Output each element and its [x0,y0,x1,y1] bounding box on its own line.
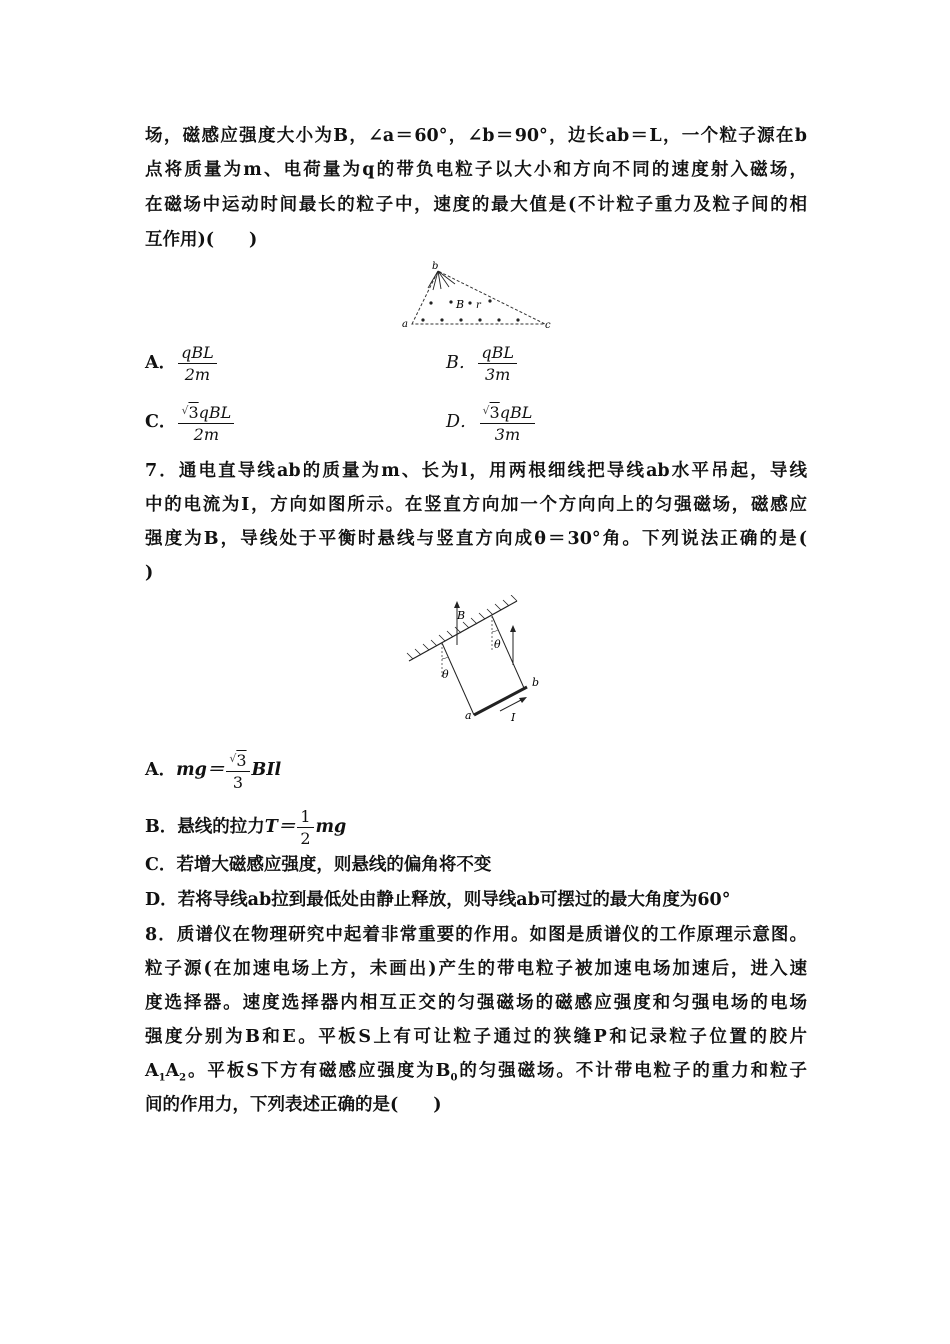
q7-option-b[interactable] [145,807,346,848]
fraction-numerator: 1 [297,807,313,828]
option-b-fraction [297,807,313,848]
radicand: 3 [236,751,247,770]
option-a-fraction [178,343,217,384]
q6-text-line-1: 场，磁感应强度大小为B，∠a＝60°，∠b＝90°，边长ab＝L，一个粒子源在b [145,126,807,146]
label-I: I [511,711,516,724]
q7-text-line-4: ) [145,563,154,583]
q7-option-d[interactable] [145,888,730,912]
fraction-denominator: 3m [485,365,511,384]
fraction-denominator: 2m [193,425,220,444]
q6-option-d[interactable] [446,401,537,444]
q8-text-line-5: $A_1A_2$。平板S下方有磁感应强度为$B_0$的匀强磁场。不计带电粒子的重力和粒子 [145,1061,807,1084]
q6-option-c[interactable] [145,401,236,444]
root-sign-icon: √ [181,404,189,417]
field-dots [421,299,519,321]
option-b-text: 悬线的拉力 [177,817,265,837]
option-a-label: A． [145,353,177,373]
label-a: a [465,709,472,722]
equation-lhs: T＝ [264,817,296,837]
root-sign-icon: √ [482,404,490,417]
q6-text-line-3: 在磁场中运动时间最长的粒子中，速度的最大值是(不计粒子重力及粒子间的相 [145,195,807,215]
radius-r-label: r [476,300,481,311]
option-d-label: D． [446,412,478,432]
q6-triangle-figure [395,258,560,333]
q8-text-line-6: 间的作用力，下列表述正确的是( ) [145,1095,442,1115]
vertex-b-label: b [432,261,439,272]
label-b: b [532,676,540,689]
option-b-label: B． [145,817,178,837]
q6-text-line-2: 点将质量为m、电荷量为q的带负电粒子以大小和方向不同的速度射入磁场， [145,160,807,180]
radicand: 3 [489,403,500,422]
q8-text-line-3: 度选择器。速度选择器内相互正交的匀强磁场的磁感应强度和匀强电场的电场 [145,993,807,1013]
option-d-fraction [480,401,536,444]
fraction-numerator: qBL [198,403,232,422]
field-B-label: B [456,298,465,311]
option-d-label: D． [145,890,178,910]
equation-rhs: BIl [251,760,282,780]
option-c-fraction [178,401,234,444]
fraction-numerator: qBL [178,343,217,364]
q8-text-line-2: 粒子源(在加速电场上方，未画出)产生的带电粒子被加速电场加速后，进入速 [145,959,807,979]
option-b-label: B． [446,353,477,373]
fraction-numerator: qBL [478,343,517,364]
fraction-denominator: 3m [494,425,521,444]
equation-lhs: mg＝ [176,760,225,780]
q7-option-c[interactable] [145,853,491,877]
velocity-arrows [428,271,455,290]
vertex-c-label: c [545,320,551,331]
fraction-numerator: qBL [499,403,533,422]
option-a-label: A． [145,760,177,780]
fraction-denominator: 3 [232,773,244,792]
label-theta-right: θ [494,638,501,651]
fraction-denominator: 2 [300,829,311,848]
triangle-outline [412,271,545,324]
option-c-label: C． [145,855,177,875]
q8-text-line-1: 8．质谱仪在物理研究中起着非常重要的作用。如图是质谱仪的工作原理示意图。 [145,925,807,945]
fraction-denominator: 2m [184,365,211,384]
q7-option-a[interactable] [145,749,281,792]
q7-hanging-wire-figure [405,595,555,725]
vertex-a-label: a [402,319,408,330]
q7-text-line-1: 7．通电直导线ab的质量为m、长为l，用两根细线把导线ab水平吊起，导线 [145,461,807,481]
option-d-text: 若将导线ab拉到最低处由静止释放，则导线ab可摆过的最大角度为60° [177,890,731,910]
option-b-fraction [478,343,517,384]
label-B: B [457,609,466,622]
root-sign-icon: √ [229,752,237,765]
option-a-fraction [226,749,249,792]
option-c-text: 若增大磁感应强度，则悬线的偏角将不变 [176,855,492,875]
option-c-label: C． [145,412,177,432]
q7-text-line-2: 中的电流为I，方向如图所示。在竖直方向加一个方向向上的匀强磁场，磁感应 [145,495,807,515]
q7-text-line-3: 强度为B，导线处于平衡时悬线与竖直方向成θ＝30°角。下列说法正确的是( [145,529,807,549]
thread-right [492,616,524,688]
q6-text-line-4: 互作用)( ) [145,230,258,250]
radicand: 3 [188,403,199,422]
equation-rhs: mg [315,817,347,837]
q6-option-a[interactable] [145,343,219,384]
label-theta-left: θ [442,668,449,681]
q6-option-b[interactable] [446,343,519,384]
q8-text-line-4: 强度分别为B和E。平板S上有可让粒子通过的狭缝P和记录粒子位置的胶片 [145,1027,807,1047]
